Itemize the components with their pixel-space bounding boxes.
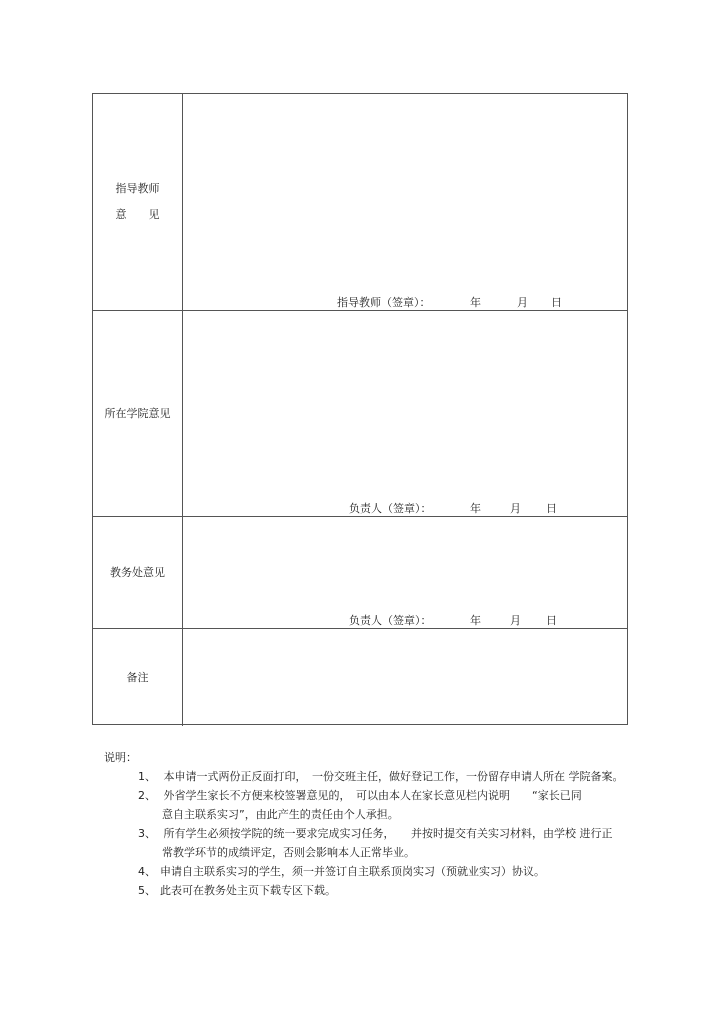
- instruction-number: 4、: [138, 865, 156, 878]
- instruction-item-2: [138, 786, 644, 824]
- approval-form-table: [92, 93, 628, 725]
- advisor-signature-line: [337, 294, 637, 308]
- instruction-number: 2、: [138, 789, 156, 802]
- college-opinion-field[interactable]: [183, 311, 627, 516]
- remarks-field[interactable]: [183, 629, 627, 726]
- advisor-year-label: 年: [470, 296, 481, 309]
- instruction-text: 此表可在教务处主页下载专区下载。: [160, 884, 336, 897]
- academic-affairs-day-label: 日: [546, 614, 557, 627]
- academic-affairs-month-label: 月: [510, 614, 521, 627]
- advisor-opinion-row: [93, 94, 627, 311]
- academic-affairs-signature-label: 负责人（签章）：: [349, 614, 432, 627]
- advisor-label-line1: 指导教师: [115, 182, 160, 195]
- advisor-opinion-field[interactable]: [183, 94, 627, 310]
- college-label-text: 所在学院意见: [104, 406, 171, 420]
- advisor-opinion-label: [93, 94, 183, 310]
- college-day-label: 日: [546, 502, 557, 515]
- remarks-row: [93, 629, 627, 726]
- instruction-text: 本申请一式两份正反面打印， 一份交班主任，做好登记工作，一份留存申请人所在 学院备案。: [160, 770, 624, 783]
- remarks-label-text: 备注: [126, 670, 149, 684]
- instruction-number: 3、: [138, 827, 156, 840]
- college-signature-label: 负责人（签章）：: [349, 502, 432, 515]
- instruction-number: 1、: [138, 770, 156, 783]
- instruction-text-continued: 常教学环节的成绩评定，否则会影响本人正常毕业。: [162, 846, 415, 859]
- college-opinion-row: [93, 311, 627, 517]
- instruction-item-1: [138, 767, 644, 786]
- college-signature-line: [349, 500, 649, 514]
- academic-affairs-opinion-field[interactable]: [183, 517, 627, 628]
- instructions-title: 说明：: [104, 751, 137, 764]
- instruction-text: 申请自主联系实习的学生，须一并签订自主联系顶岗实习（预就业实习）协议。: [160, 865, 545, 878]
- instruction-text: 外省学生家长不方便来校签署意见的， 可以由本人在家长意见栏内说明 “家长已同: [160, 789, 582, 802]
- academic-affairs-opinion-row: [93, 517, 627, 629]
- advisor-day-label: 日: [551, 296, 562, 309]
- advisor-label-line2: 意 见: [115, 208, 160, 221]
- instructions-section: [104, 748, 644, 900]
- remarks-label: [93, 629, 183, 726]
- academic-affairs-year-label: 年: [470, 614, 481, 627]
- instruction-item-5: [138, 881, 644, 900]
- instruction-item-3: [138, 824, 644, 862]
- instruction-text-continued: 意自主联系实习”，由此产生的责任由个人承担。: [162, 808, 399, 821]
- advisor-month-label: 月: [517, 296, 528, 309]
- college-opinion-label: [93, 311, 183, 516]
- academic-affairs-label-text: 教务处意见: [110, 565, 165, 579]
- instruction-number: 5、: [138, 884, 156, 897]
- instruction-item-4: [138, 862, 644, 881]
- college-month-label: 月: [510, 502, 521, 515]
- advisor-signature-label: 指导教师（签章）：: [337, 296, 431, 309]
- instruction-text: 所有学生必须按学院的统一要求完成实习任务， 并按时提交有关实习材料，由学校 进行正: [160, 827, 613, 840]
- college-year-label: 年: [470, 502, 481, 515]
- academic-affairs-opinion-label: [93, 517, 183, 628]
- academic-affairs-signature-line: [349, 612, 649, 626]
